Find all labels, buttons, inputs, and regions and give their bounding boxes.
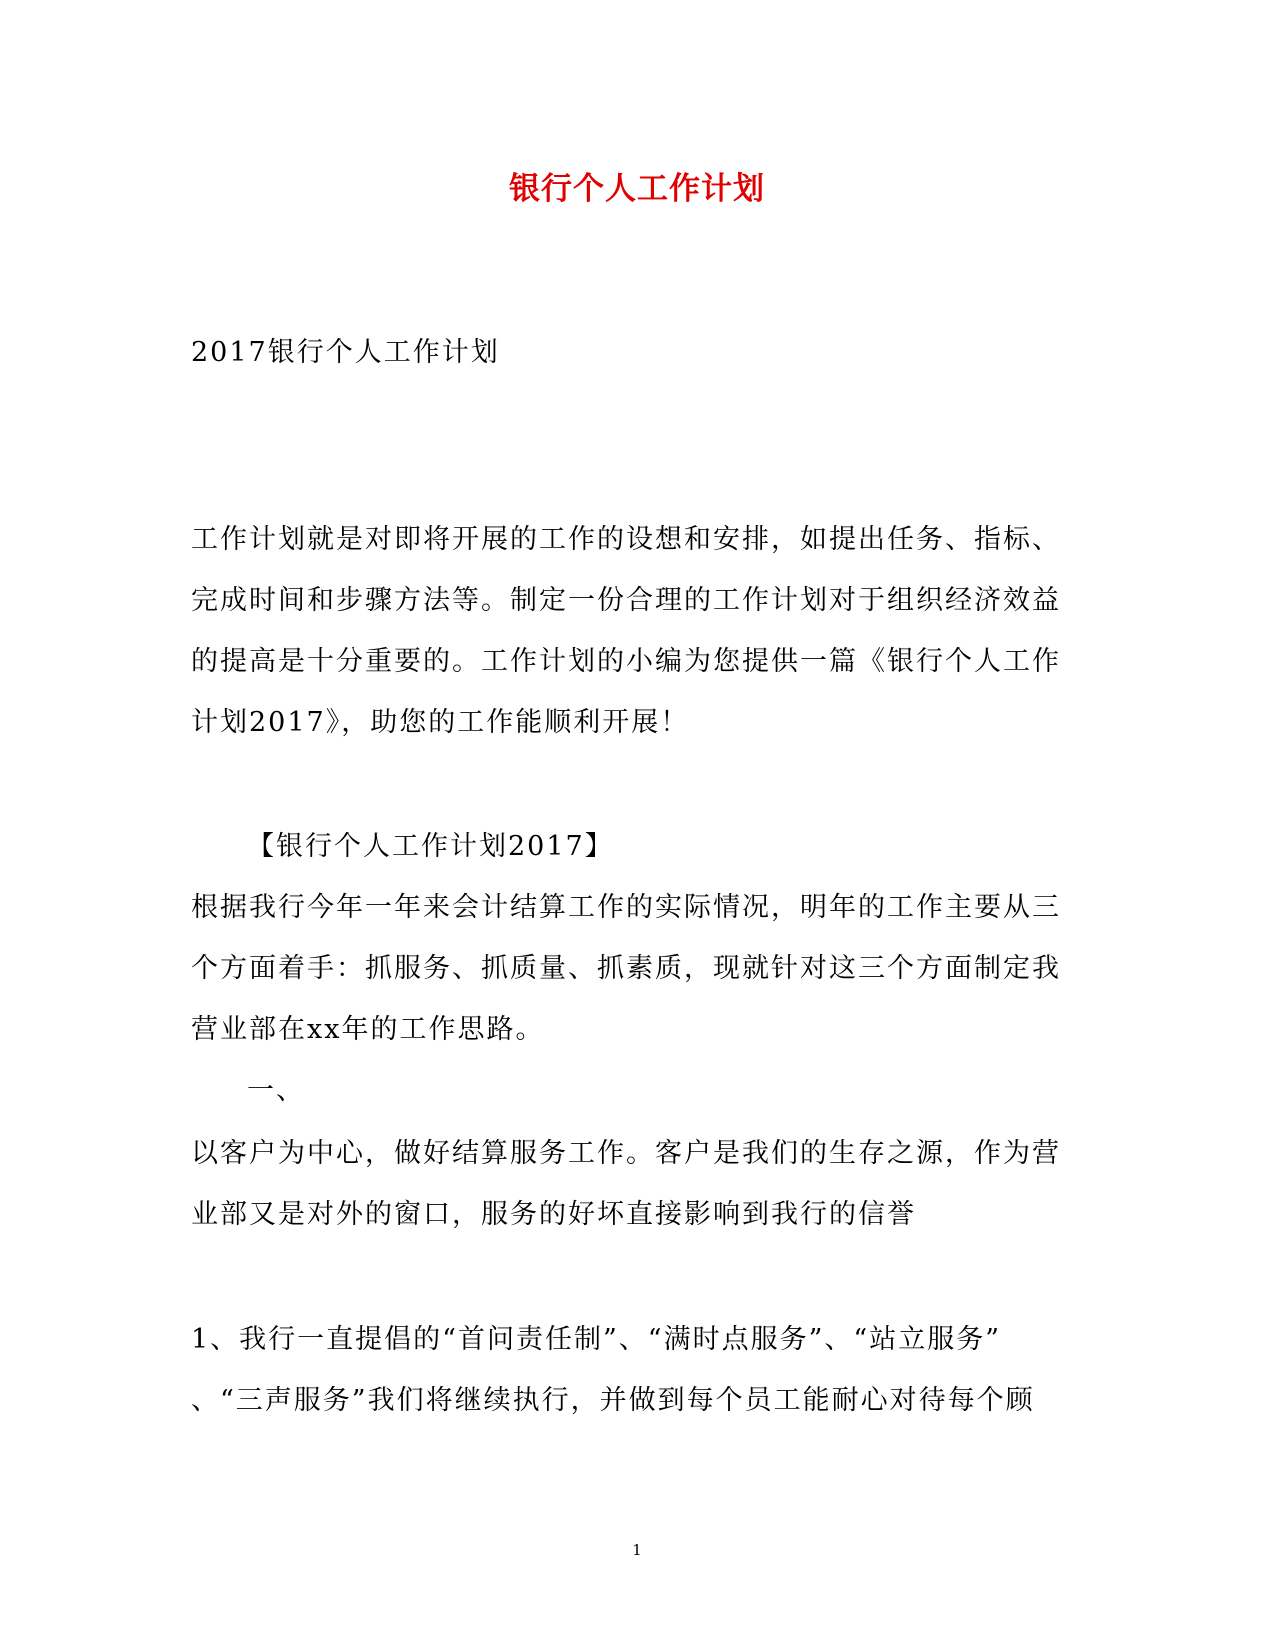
document-subtitle: 2017银行个人工作计划 (191, 337, 500, 368)
point-one-line-2: 、“三声服务”我们将继续执行，并做到每个员工能耐心对待每个顾 (191, 1385, 1035, 1416)
intro-line-3: 的提高是十分重要的。工作计划的小编为您提供一篇《银行个人工作 (191, 646, 1061, 677)
page-number: 1 (632, 1541, 642, 1559)
body-line-1: 根据我行今年一年来会计结算工作的实际情况，明年的工作主要从三 (191, 892, 1061, 923)
document-title: 银行个人工作计划 (509, 171, 765, 207)
item-one-marker: 一、 (247, 1075, 305, 1106)
section-heading: 【银行个人工作计划2017】 (247, 831, 614, 862)
body-line-3: 营业部在xx年的工作思路。 (191, 1014, 545, 1045)
intro-line-1: 工作计划就是对即将开展的工作的设想和安排，如提出任务、指标、 (191, 524, 1061, 555)
intro-line-2: 完成时间和步骤方法等。制定一份合理的工作计划对于组织经济效益 (191, 585, 1061, 616)
item-one-line-2: 业部又是对外的窗口，服务的好坏直接影响到我行的信誉 (191, 1199, 916, 1230)
body-line-2: 个方面着手：抓服务、抓质量、抓素质，现就针对这三个方面制定我 (191, 953, 1061, 984)
item-one-line-1: 以客户为中心，做好结算服务工作。客户是我们的生存之源，作为营 (191, 1138, 1061, 1169)
intro-line-4: 计划2017》，助您的工作能顺利开展！ (191, 707, 690, 738)
point-one-line-1: 1、我行一直提倡的“首问责任制”、“满时点服务”、“站立服务” (191, 1324, 1001, 1355)
